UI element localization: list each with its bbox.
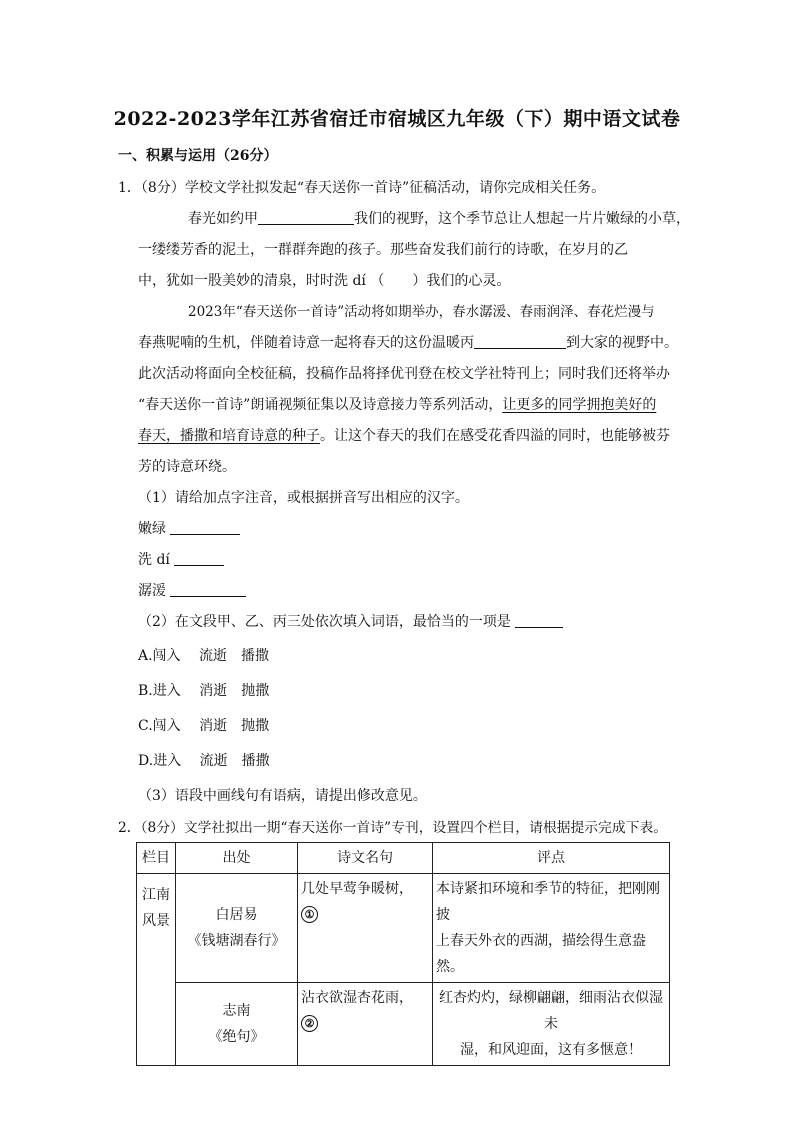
work-title: 《绝句》 [208, 1029, 265, 1045]
table-header: 评点 [433, 843, 670, 874]
underlined-sentence: 让更多的同学拥抱美好的 [502, 397, 657, 413]
question-1-stem: 1．（8分）学校文学社拟发起“春天送你一首诗”征稿活动，请你完成相关任务。 [118, 180, 606, 196]
answer-blank-choice[interactable] [515, 613, 563, 628]
category-line: 江南 [142, 887, 170, 903]
sub-question-2 [138, 612, 563, 632]
comment-line: 本诗紧扣环境和季节的特征，把刚刚披 [436, 881, 660, 923]
blank-number-badge[interactable]: ② [301, 1015, 318, 1032]
author: 白居易 [215, 907, 258, 923]
passage-2-line-2 [138, 333, 678, 353]
question-2-stem: 2．（8分）文学社拟出一期“春天送你一首诗”专刊，设置四个栏目，请根据提示完成下表。 [118, 820, 668, 836]
poem-line-cell [298, 983, 433, 1066]
passage-2-line-5 [138, 426, 670, 446]
poetry-table [136, 842, 670, 1066]
passage-text: 春光如约甲 [188, 211, 258, 227]
blank-number-badge[interactable]: ① [301, 906, 318, 923]
answer-blank-jia[interactable] [258, 210, 354, 225]
passage-1-line-1 [188, 209, 690, 229]
passage-text: “春天送你一首诗”朗诵视频征集以及诗意接力等系列活动， [138, 397, 503, 413]
source-cell [176, 874, 298, 983]
answer-blank-2[interactable] [174, 551, 224, 566]
passage-text: 。让这个春天的我们在感受花香四溢的同时，也能够被芬 [320, 428, 670, 444]
word-item-2 [138, 550, 224, 570]
passage-text: 春燕呢喃的生机，伴随着诗意一起将春天的这份温暖丙 [138, 335, 474, 351]
work-title: 《钱塘湖春行》 [187, 933, 286, 949]
comment-cell [433, 983, 670, 1066]
sub-question-text: （2）在文段甲、乙、丙三处依次填入词语，最恰当的一项是 [138, 614, 511, 630]
answer-blank-1[interactable] [170, 520, 240, 535]
table-header: 诗文名句 [298, 843, 433, 874]
word-label: 潺湲 [138, 583, 166, 599]
option-b[interactable]: B.进入 消逝 抛撒 [138, 683, 270, 699]
table-row [137, 874, 670, 983]
comment-line: 湿，和风迎面，这有多惬意！ [460, 1042, 642, 1058]
table-row [137, 983, 670, 1066]
word-item-3 [138, 581, 246, 601]
section-heading: 一、积累与运用（26分） [118, 148, 278, 164]
comment-cell [433, 874, 670, 983]
source-cell [176, 983, 298, 1066]
sub-question-3: （3）语段中画线句有语病，请提出修改意见。 [138, 788, 427, 804]
comment-line: 红杏灼灼，绿柳翩翩，细雨沾衣似湿未 [439, 990, 663, 1032]
page-title: 2022-2023学年江苏省宿迁市宿城区九年级（下）期中语文试卷 [113, 108, 681, 130]
author: 志南 [222, 1003, 251, 1019]
sub-question-1: （1）请给加点字注音，或根据拼音写出相应的汉字。 [138, 490, 469, 506]
passage-1-line-3: 中，犹如一股美妙的清泉，时时洗 dí （ ）我们的心灵。 [138, 273, 511, 289]
table-header-row [137, 843, 670, 874]
passage-2-line-3: 此次活动将面向全校征稿，投稿作品将择优刊登在校文学社特刊上；同时我们还将举办 [138, 366, 670, 382]
table-header: 栏目 [137, 843, 176, 874]
option-c[interactable]: C.闯入 消逝 抛撒 [138, 718, 270, 734]
answer-blank-3[interactable] [170, 582, 246, 597]
poem-line: 几处早莺争暖树， [301, 881, 413, 897]
option-a[interactable]: A.闯入 流逝 播撒 [138, 648, 270, 664]
underlined-sentence: 春天，播撒和培育诗意的种子 [138, 428, 320, 444]
passage-1-line-2: 一缕缕芳香的泥土，一群群奔跑的孩子。那些奋发我们前行的诗歌，在岁月的乙 [138, 242, 628, 258]
category-line: 风景 [142, 913, 170, 929]
option-d[interactable]: D.进入 流逝 播撒 [138, 753, 270, 769]
poem-line: 沾衣欲湿杏花雨， [301, 990, 413, 1006]
word-label: 洗 dí [138, 552, 170, 568]
passage-2-line-6: 芳的诗意环绕。 [138, 459, 236, 475]
word-label: 嫩绿 [138, 521, 166, 537]
passage-2-line-4 [138, 395, 656, 415]
passage-text: 到大家的视野中。 [566, 335, 678, 351]
word-item-1 [138, 519, 240, 539]
passage-text: 我们的视野，这个季节总让人想起一片片嫩绿的小草， [354, 211, 690, 227]
passage-2-line-1: 2023年“春天送你一首诗”活动将如期举办，春水潺湲、春雨润泽、春花烂漫与 [188, 304, 655, 320]
category-cell [137, 874, 176, 1066]
table-header: 出处 [176, 843, 298, 874]
poem-line-cell [298, 874, 433, 983]
comment-line: 上春天外衣的西湖，描绘得生意盎然。 [436, 933, 646, 975]
answer-blank-bing[interactable] [474, 334, 566, 349]
